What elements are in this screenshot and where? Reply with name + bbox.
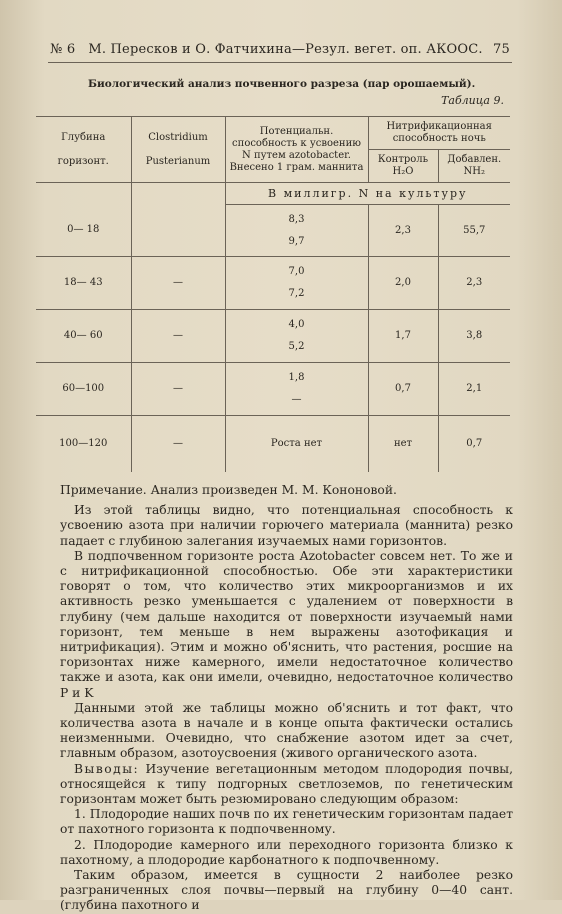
table-title: Биологический анализ почвенного разреза (пар орошаемый). bbox=[88, 78, 476, 90]
header-added: Добавлен. NH₂ bbox=[438, 150, 510, 183]
cell-depth: 60—100 bbox=[36, 363, 131, 416]
cell-clostridium: — bbox=[131, 363, 225, 416]
header-control: Контроль H₂O bbox=[368, 150, 438, 183]
cell-control: 0,7 bbox=[368, 363, 438, 416]
cell-depth: 40— 60 bbox=[36, 310, 131, 363]
cell-control: 1,7 bbox=[368, 310, 438, 363]
header-nitrification: Нитрификационная способность ночь bbox=[368, 117, 510, 150]
running-title: М. Пересков и О. Фатчихина—Резул. вегет. оп. АКООС. bbox=[88, 42, 483, 57]
cell-added: 0,7 bbox=[438, 416, 510, 472]
conclusion-item-2: 2. Плодородие камерного или переходного горизонта близко к пахотному, а плодородие карбонатного к подпочвенному. bbox=[60, 837, 513, 867]
paragraph-1: Из этой таблицы видно, что потенциальная способность к усвоению азота при наличии горючего материала (маннита) резко падает с глубиною залегания изучаемых нами горизонтов. bbox=[60, 503, 513, 548]
cell-potential bbox=[225, 310, 368, 363]
units-blank-2 bbox=[131, 183, 225, 205]
conclusions-text: Изучение вегетационным методом плодородия почвы, относящейся к типу подгорных светлоземов, по генетическим горизонтам может быть резюмировано следующим образом: bbox=[60, 761, 513, 807]
units-blank-1 bbox=[36, 183, 131, 205]
header-clostridium bbox=[131, 117, 225, 183]
paragraph-2: В подпочвенном горизонте роста Azotobacter совсем нет. То же и с нитрификационной способностью. Обе эти характеристики говорят о том, что количество этих микроорганизмов и их активность резко уменьшается с удалением от поверхности в глубину (чем дальше находится от поверхности изучаемый нами горизонт, тем меньше в нем выражены азотофикация и нитрификация). Этим и можно об'яснить, что растения, росшие на горизонтах ниже камерного, имели недостаточное количество также и азота, как они имели, очевидно, недостаточное количество P и K bbox=[60, 548, 513, 700]
cell-control: 2,3 bbox=[368, 205, 438, 257]
cell-added: 3,8 bbox=[438, 310, 510, 363]
table-row bbox=[36, 416, 510, 472]
header-clostridium-line1: Clostridium bbox=[148, 131, 208, 143]
header-depth-line2: горизонт. bbox=[57, 155, 109, 167]
potential-value-2: 7,2 bbox=[288, 288, 305, 299]
cell-potential bbox=[225, 257, 368, 310]
table-label: Таблица 9. bbox=[441, 94, 504, 107]
cell-control: нет bbox=[368, 416, 438, 472]
units-row: В миллигр. N на культуру bbox=[225, 183, 510, 205]
header-rule bbox=[48, 62, 512, 63]
cell-clostridium bbox=[131, 205, 225, 257]
table-row bbox=[36, 363, 510, 416]
paragraph-final: Таким образом, имеется в сущности 2 наиболее резко разграниченных слоя почвы—первый на глубину 0—40 сант. (глубина пахотного и bbox=[60, 868, 513, 913]
cell-depth: 100—120 bbox=[36, 416, 131, 472]
table-row bbox=[36, 257, 510, 310]
cell-potential bbox=[225, 363, 368, 416]
potential-value-2: — bbox=[291, 394, 302, 405]
potential-value-1: 8,3 bbox=[288, 213, 305, 225]
header-potential: Потенциальн. способность к усвоению N путем azotobacter. Внесено 1 грам. маннита bbox=[225, 117, 368, 183]
cell-potential: Роста нет bbox=[225, 416, 368, 472]
issue-number: № 6 bbox=[50, 42, 76, 57]
running-header bbox=[50, 42, 510, 57]
potential-value-1: 1,8 bbox=[288, 372, 305, 383]
table-note: Примечание. Анализ произведен М. М. Кононовой. bbox=[60, 483, 397, 497]
header-depth bbox=[36, 117, 131, 183]
body-text bbox=[60, 483, 513, 914]
paragraph-conclusions bbox=[60, 762, 513, 808]
cell-added: 55,7 bbox=[438, 205, 510, 257]
data-table bbox=[36, 116, 510, 472]
cell-control: 2,0 bbox=[368, 257, 438, 310]
table-row bbox=[36, 205, 510, 257]
potential-value-1: 4,0 bbox=[288, 319, 305, 330]
cell-added: 2,3 bbox=[438, 257, 510, 310]
cell-depth: 18— 43 bbox=[36, 257, 131, 310]
cell-potential bbox=[225, 205, 368, 257]
cell-clostridium: — bbox=[131, 416, 225, 472]
cell-depth: 0— 18 bbox=[36, 205, 131, 257]
conclusions-label: Выводы: bbox=[74, 761, 140, 776]
potential-value-2: 9,7 bbox=[288, 235, 305, 247]
cell-clostridium: — bbox=[131, 310, 225, 363]
table-row bbox=[36, 310, 510, 363]
cell-clostridium: — bbox=[131, 257, 225, 310]
header-clostridium-line2: Pusterianum bbox=[145, 155, 211, 167]
cell-added: 2,1 bbox=[438, 363, 510, 416]
conclusion-item-1: 1. Плодородие наших почв по их генетическим горизонтам падает от пахотного горизонта к подпочвенному. bbox=[60, 807, 513, 837]
potential-value-1: 7,0 bbox=[288, 266, 305, 277]
potential-value-2: 5,2 bbox=[288, 341, 305, 352]
header-depth-line1: Глубина bbox=[61, 131, 106, 143]
page-number: 75 bbox=[493, 42, 510, 57]
paragraph-3: Данными этой же таблицы можно об'яснить и тот факт, что количества азота в начале и в конце опыта фактически остались неизменными. Очевидно, что снабжение азотом идет за счет, главным образом, азотоусвоения (живого органического азота. bbox=[60, 700, 513, 761]
